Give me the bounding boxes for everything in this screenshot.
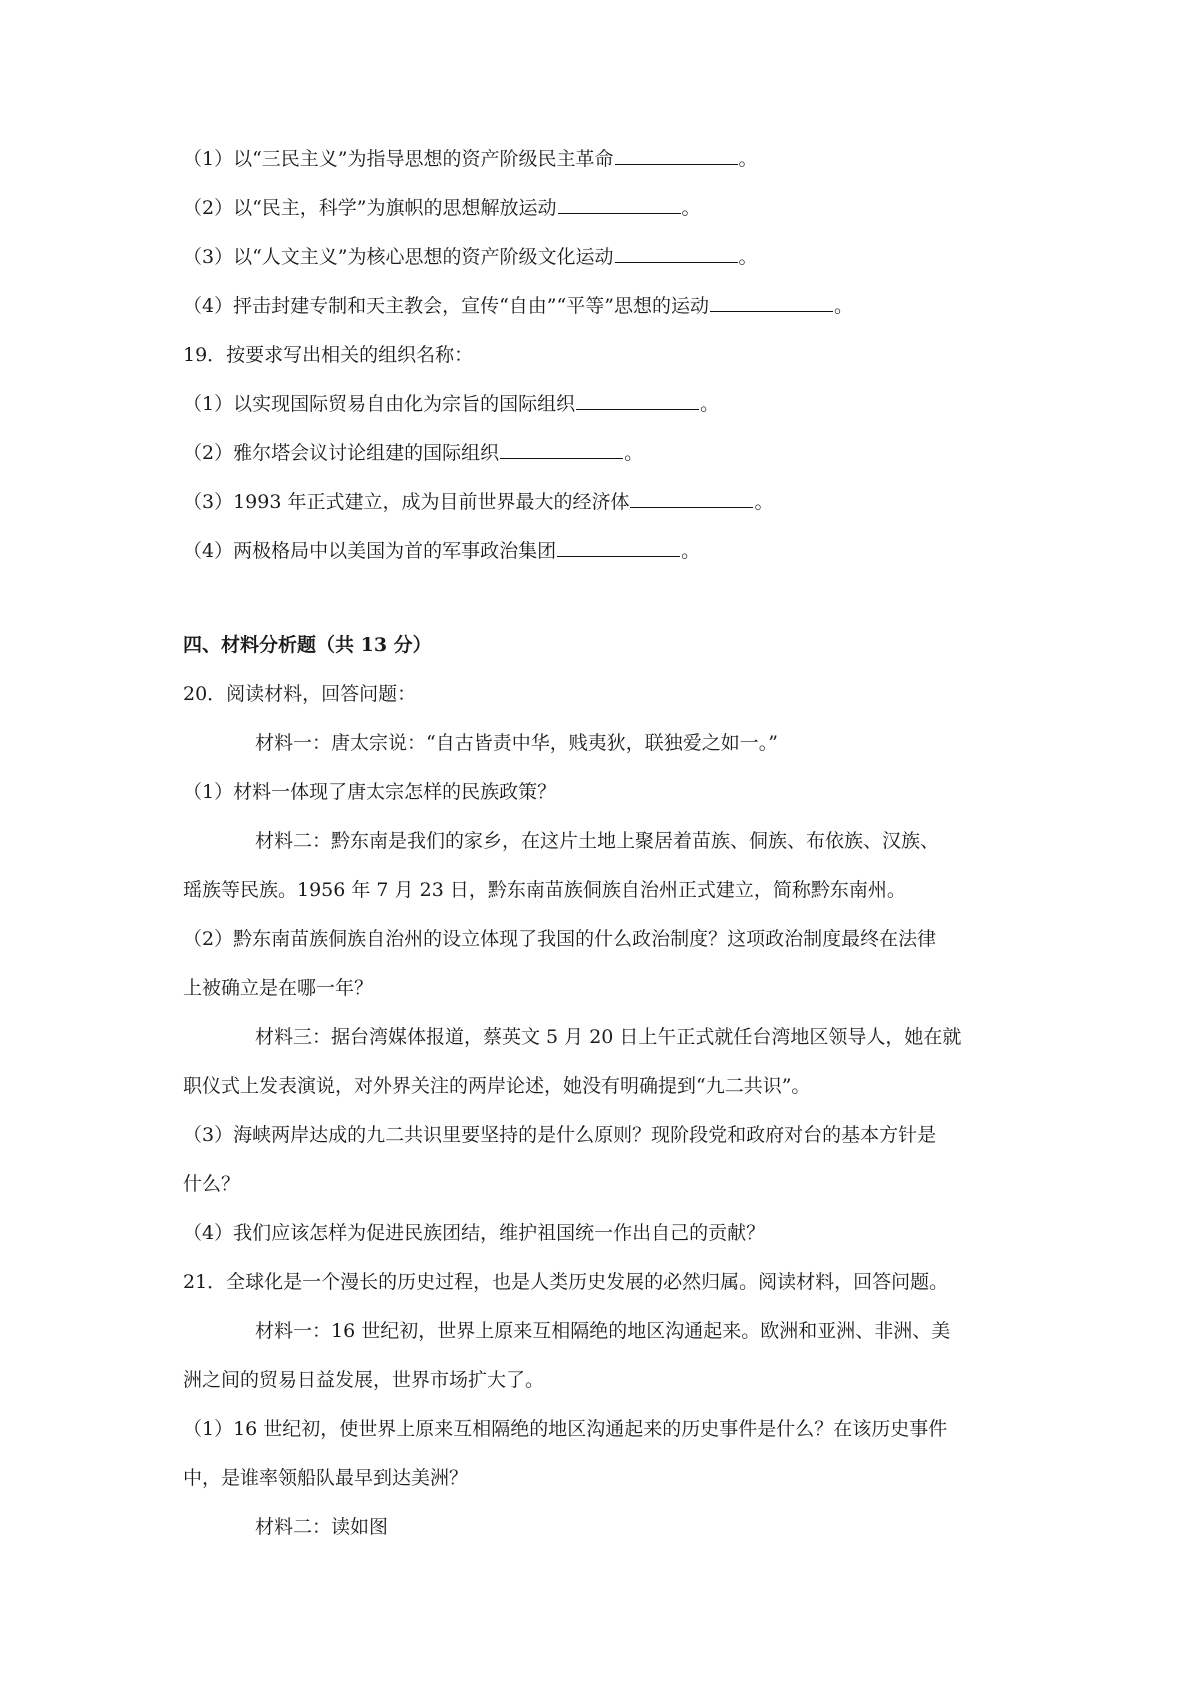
- q19-item-3-end: 。: [754, 491, 774, 513]
- q21-material-1-line-1: 材料一：16 世纪初，世界上原来互相隔绝的地区沟通起来。欧洲和亚洲、非洲、美: [255, 1320, 951, 1342]
- q20-title: 20．阅读材料，回答问题：: [183, 683, 417, 705]
- q19-item-1-text: （1）以实现国际贸易自由化为宗旨的国际组织: [183, 393, 576, 415]
- section-heading: 四、材料分析题（共 13 分）: [183, 634, 432, 656]
- q20-material-1: 材料一：唐太宗说：“自古皆责中华，贱夷狄，联独爱之如一。”: [255, 732, 778, 754]
- q18-item-1-text: （1）以“三民主义”为指导思想的资产阶级民主革命: [183, 148, 614, 170]
- q20-sub-question-2-line-1: （2）黔东南苗族侗族自治州的设立体现了我国的什么政治制度？这项政治制度最终在法律: [183, 928, 937, 950]
- answer-blank[interactable]: [500, 440, 623, 459]
- q20-sub-question-4: （4）我们应该怎样为促进民族团结，维护祖国统一作出自己的贡献？: [183, 1222, 766, 1244]
- answer-blank[interactable]: [630, 489, 753, 508]
- answer-blank[interactable]: [558, 195, 681, 214]
- q18-item-3-text: （3）以“人文主义”为核心思想的资产阶级文化运动: [183, 246, 614, 268]
- answer-blank[interactable]: [557, 538, 680, 557]
- answer-blank[interactable]: [576, 391, 699, 410]
- q21-title: 21．全球化是一个漫长的历史过程，也是人类历史发展的必然归属。阅读材料，回答问题。: [183, 1271, 949, 1293]
- answer-blank[interactable]: [615, 244, 738, 263]
- q21-sub-question-1-line-2: 中，是谁率领船队最早到达美洲？: [183, 1467, 469, 1489]
- q18-item-2-text: （2）以“民主，科学”为旗帜的思想解放运动: [183, 197, 557, 219]
- q18-item-3: [183, 244, 758, 270]
- q21-material-2: 材料二：读如图: [255, 1516, 389, 1538]
- q20-material-2-line-1: 材料二：黔东南是我们的家乡，在这片土地上聚居着苗族、侗族、布依族、汉族、: [255, 830, 940, 852]
- q20-sub-question-3-line-1: （3）海峡两岸达成的九二共识里要坚持的是什么原则？现阶段党和政府对台的基本方针是: [183, 1124, 937, 1146]
- q18-item-4: [183, 293, 853, 319]
- q19-item-1-end: 。: [700, 393, 720, 415]
- q19-item-2-text: （2）雅尔塔会议讨论组建的国际组织: [183, 442, 500, 464]
- q20-sub-question-2-line-2: 上被确立是在哪一年？: [183, 977, 374, 999]
- q20-material-3-line-2: 职仪式上发表演说，对外界关注的两岸论述，她没有明确提到“九二共识”。: [183, 1075, 811, 1097]
- q21-sub-question-1-line-1: （1）16 世纪初，使世界上原来互相隔绝的地区沟通起来的历史事件是什么？在该历史事件: [183, 1418, 948, 1440]
- q19-item-2: [183, 440, 643, 466]
- q19-title: 19．按要求写出相关的组织名称：: [183, 344, 474, 366]
- q19-item-2-end: 。: [624, 442, 644, 464]
- q20-sub-question-3-line-2: 什么？: [183, 1173, 241, 1195]
- answer-blank[interactable]: [710, 293, 833, 312]
- q21-material-1-line-2: 洲之间的贸易日益发展，世界市场扩大了。: [183, 1369, 545, 1391]
- q19-item-1: [183, 391, 719, 417]
- q18-item-2-end: 。: [681, 197, 701, 219]
- q19-item-4-end: 。: [681, 540, 701, 562]
- q18-item-4-text: （4）抨击封建专制和天主教会，宣传“自由”“平等”思想的运动: [183, 295, 709, 317]
- q19-item-4-text: （4）两极格局中以美国为首的军事政治集团: [183, 540, 557, 562]
- q18-item-1-end: 。: [738, 148, 758, 170]
- q19-item-3: [183, 489, 774, 515]
- q18-item-2: [183, 195, 701, 221]
- q20-material-3-line-1: 材料三：据台湾媒体报道，蔡英文 5 月 20 日上午正式就任台湾地区领导人，她在就: [255, 1026, 962, 1048]
- q18-item-1: [183, 146, 758, 172]
- q20-material-2-line-2: 瑶族等民族。1956 年 7 月 23 日，黔东南苗族侗族自治州正式建立，简称黔东南州。: [183, 879, 906, 901]
- q19-item-3-text: （3）1993 年正式建立，成为目前世界最大的经济体: [183, 491, 630, 513]
- q19-item-4: [183, 538, 700, 564]
- answer-blank[interactable]: [615, 146, 738, 165]
- q18-item-3-end: 。: [738, 246, 758, 268]
- q18-item-4-end: 。: [833, 295, 853, 317]
- q20-sub-question-1: （1）材料一体现了唐太宗怎样的民族政策？: [183, 781, 557, 803]
